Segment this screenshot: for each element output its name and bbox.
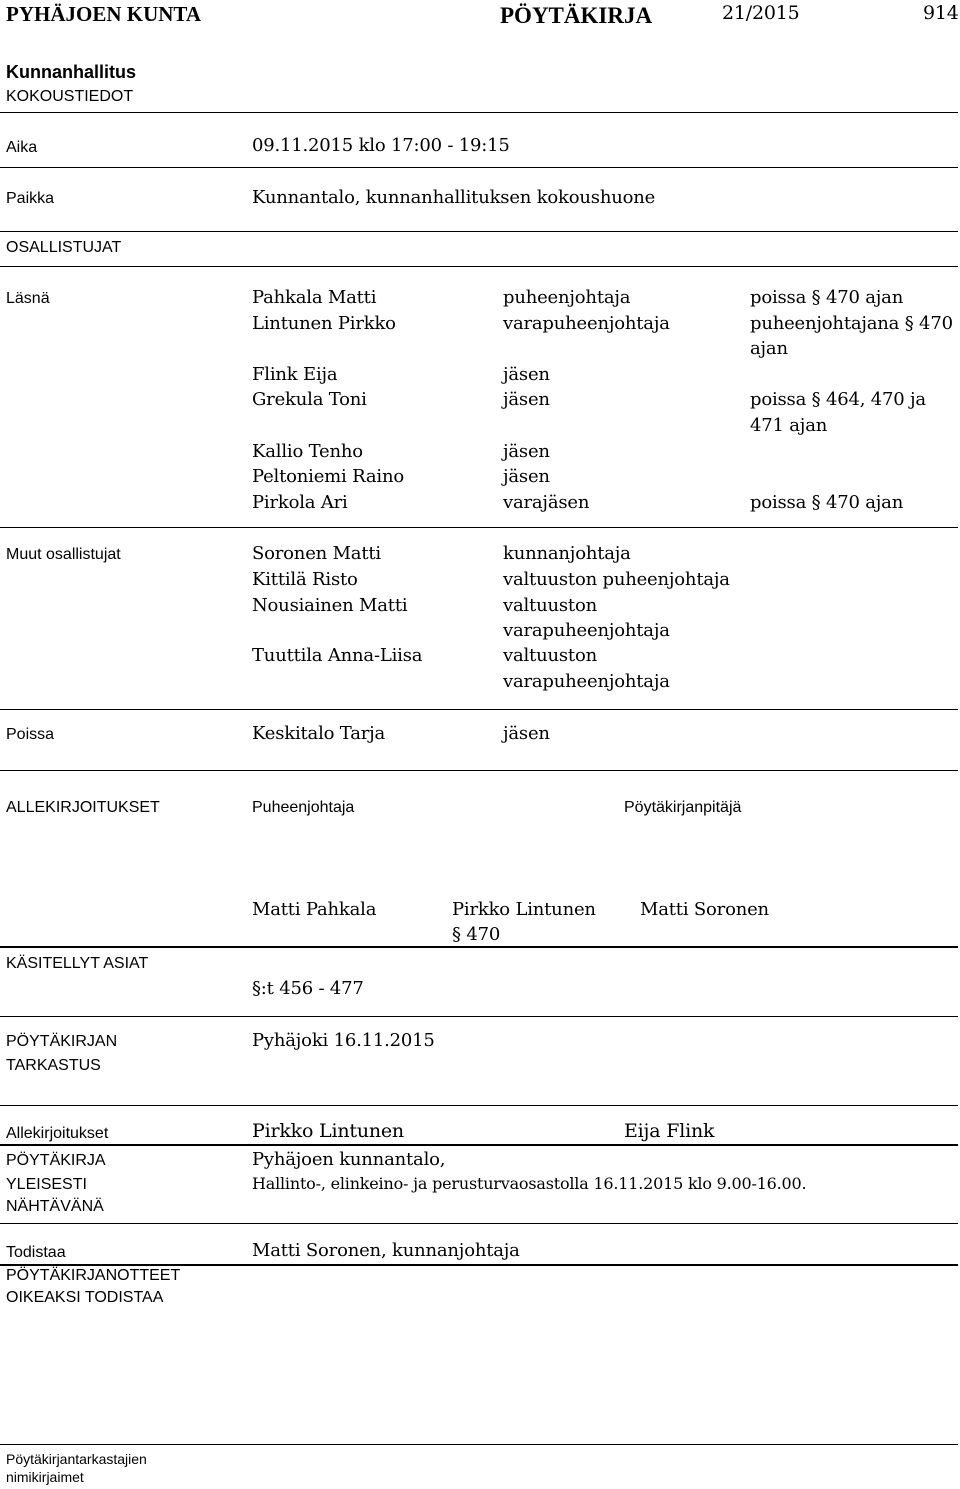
vice-chair-note: § 470 — [452, 924, 501, 945]
member-name: Grekula Toni — [252, 389, 367, 410]
section-title: KOKOUSTIEDOT — [6, 88, 134, 105]
municipality-name: PYHÄJOEN KUNTA — [6, 2, 202, 26]
participant-name: Nousiainen Matti — [252, 595, 408, 616]
review-label: PÖYTÄKIRJAN — [6, 1033, 118, 1050]
secretary-name: Matti Soronen — [640, 899, 769, 920]
member-note-cont: ajan — [750, 338, 788, 359]
member-note: poissa § 470 ajan — [750, 492, 904, 513]
member-name: Kallio Tenho — [252, 441, 363, 462]
page-number: 914 — [923, 2, 959, 24]
footer-divider — [0, 1444, 958, 1445]
absent-role: jäsen — [503, 723, 550, 744]
extracts-label: PÖYTÄKIRJANOTTEET — [6, 1267, 181, 1284]
reviewer-signatures-label: Allekirjoitukset — [6, 1125, 109, 1142]
absent-name: Keskitalo Tarja — [252, 723, 386, 744]
time-value: 09.11.2015 klo 17:00 - 19:15 — [252, 135, 510, 156]
chair-name: Matti Pahkala — [252, 899, 377, 920]
header-divider — [0, 112, 958, 113]
absent-label: Poissa — [6, 726, 55, 743]
participant-name: Soronen Matti — [252, 543, 381, 564]
review-value: Pyhäjoki 16.11.2015 — [252, 1030, 435, 1051]
certify-value: Matti Soronen, kunnanjohtaja — [252, 1240, 520, 1261]
display-value-cont: Hallinto-, elinkeino- ja perusturvaosastolla 16.11.2015 klo 9.00-16.00. — [252, 1174, 807, 1193]
display-label-cont: YLEISESTI — [6, 1176, 87, 1193]
place-label: Paikka — [6, 190, 55, 207]
signature-line — [0, 946, 958, 948]
participant-role-cont: varapuheenjohtaja — [503, 620, 670, 641]
certify-label: Todistaa — [6, 1244, 66, 1261]
divider — [0, 1016, 958, 1017]
review-label-cont: TARKASTUS — [6, 1057, 101, 1074]
footer-label: Pöytäkirjantarkastajien — [6, 1451, 147, 1467]
member-role: puheenjohtaja — [503, 287, 631, 308]
present-label: Läsnä — [6, 290, 50, 307]
member-name: Pahkala Matti — [252, 287, 377, 308]
matters-value: §:t 456 - 477 — [252, 978, 364, 999]
divider — [0, 527, 958, 528]
member-role: jäsen — [503, 441, 550, 462]
member-role: jäsen — [503, 364, 550, 385]
vice-chair-name: Pirkko Lintunen — [452, 899, 596, 920]
member-name: Flink Eija — [252, 364, 338, 385]
member-role: jäsen — [503, 466, 550, 487]
member-note: poissa § 464, 470 ja — [750, 389, 926, 410]
signatures-label: ALLEKIRJOITUKSET — [6, 799, 160, 816]
time-label: Aika — [6, 139, 38, 156]
divider — [0, 266, 958, 267]
divider — [0, 167, 958, 168]
place-value: Kunnantalo, kunnanhallituksen kokoushuone — [252, 187, 656, 208]
display-label: PÖYTÄKIRJA — [6, 1152, 106, 1169]
reviewer-name: Pirkko Lintunen — [252, 1120, 404, 1142]
participant-role: valtuuston — [503, 595, 597, 616]
participant-role: kunnanjohtaja — [503, 543, 631, 564]
document-number: 21/2015 — [722, 2, 800, 24]
reviewer-name: Eija Flink — [624, 1120, 715, 1142]
signature-line — [0, 1144, 958, 1146]
others-label: Muut osallistujat — [6, 546, 121, 563]
footer-label-cont: nimikirjaimet — [6, 1469, 84, 1485]
participants-heading: OSALLISTUJAT — [6, 239, 122, 256]
member-role: jäsen — [503, 389, 550, 410]
divider — [0, 770, 958, 771]
document-type: PÖYTÄKIRJA — [500, 3, 653, 28]
member-name: Pirkola Ari — [252, 492, 348, 513]
member-note: puheenjohtajana § 470 — [750, 313, 953, 334]
participant-role: valtuuston — [503, 645, 597, 666]
participant-role-cont: varapuheenjohtaja — [503, 671, 670, 692]
divider — [0, 231, 958, 232]
display-value: Pyhäjoen kunnantalo, — [252, 1149, 446, 1170]
secretary-label: Pöytäkirjanpitäjä — [624, 799, 742, 816]
member-role: varapuheenjohtaja — [503, 313, 670, 334]
divider — [0, 709, 958, 710]
member-note: poissa § 470 ajan — [750, 287, 904, 308]
member-note-cont: 471 ajan — [750, 415, 828, 436]
signature-line — [0, 1264, 958, 1266]
organ-name: Kunnanhallitus — [6, 62, 136, 82]
participant-role: valtuuston puheenjohtaja — [503, 569, 730, 590]
divider — [0, 1105, 958, 1106]
chair-label: Puheenjohtaja — [252, 799, 355, 816]
participant-name: Kittilä Risto — [252, 569, 358, 590]
member-name: Lintunen Pirkko — [252, 313, 396, 334]
member-name: Peltoniemi Raino — [252, 466, 405, 487]
divider — [0, 1223, 958, 1224]
extracts-label-cont: OIKEAKSI TODISTAA — [6, 1289, 164, 1306]
display-label-cont: NÄHTÄVÄNÄ — [6, 1198, 104, 1215]
member-role: varajäsen — [503, 492, 590, 513]
matters-label: KÄSITELLYT ASIAT — [6, 955, 149, 972]
participant-name: Tuuttila Anna-Liisa — [252, 645, 423, 666]
